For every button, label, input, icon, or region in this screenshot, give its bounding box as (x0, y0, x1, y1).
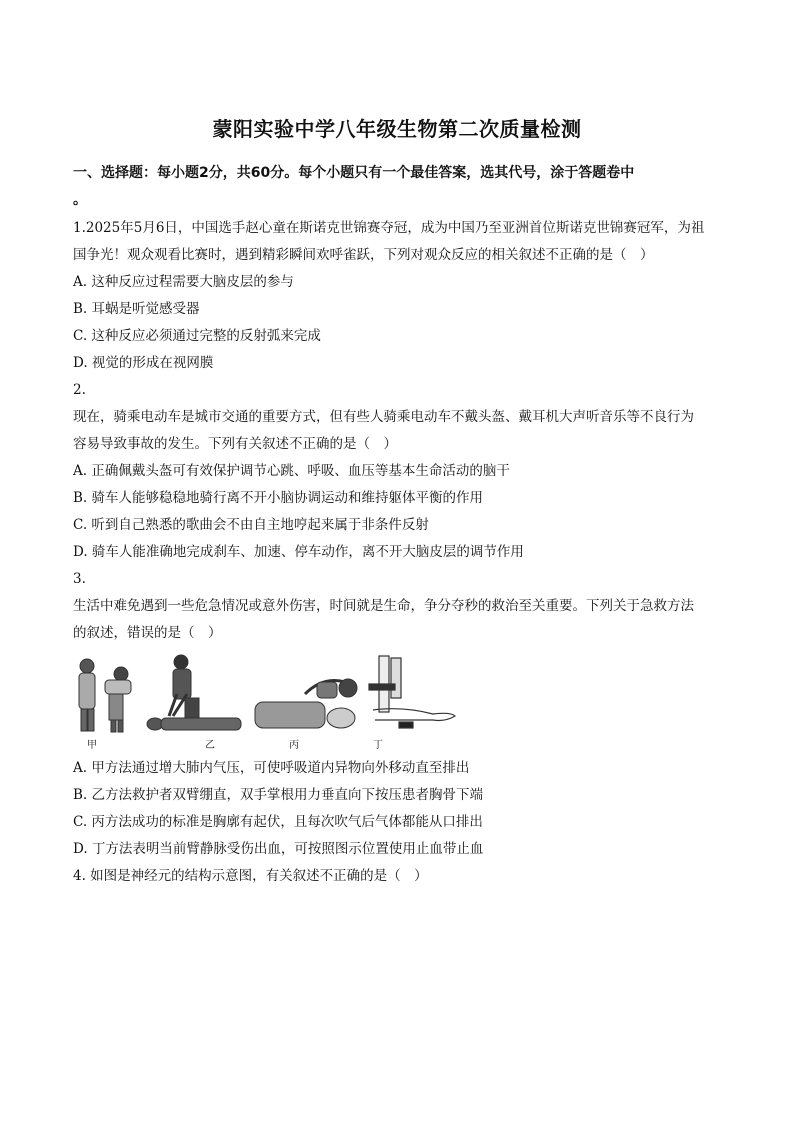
question-2-stem-line1: 现在，骑乘电动车是城市交通的重要方式，但有些人骑乘电动车不戴头盔、戴耳机大声听音乐等不良行为 (73, 409, 694, 425)
rescue-breath-illustration (255, 679, 357, 728)
question-1 (73, 215, 723, 377)
tourniquet-illustration (369, 656, 455, 728)
figure-label-bing: 丙 (289, 740, 299, 751)
question-3-stem-line1: 生活中难免遇到一些危急情况或意外伤害，时间就是生命，争分夺秒的救治至关重要。下列关于急救方法 (73, 598, 694, 614)
question-1-option-a[interactable]: A. 这种反应过程需要大脑皮层的参与 (73, 274, 294, 290)
question-3-number: 3. (73, 571, 86, 587)
question-3-option-b[interactable]: B. 乙方法救护者双臂绷直，双手掌根用力垂直向下按压患者胸骨下端 (73, 787, 484, 803)
question-3-option-d[interactable]: D. 丁方法表明当前臂静脉受伤出血，可按照图示位置使用止血带止血 (73, 841, 484, 857)
question-3 (73, 566, 723, 647)
question-1-stem-line2: 国争光！观众观看比赛时，遇到精彩瞬间欢呼雀跃，下列对观众反应的相关叙述不正确的是（ ） (73, 247, 654, 263)
question-4 (73, 863, 723, 890)
section-instruction: 一、选择题：每小题2分，共60分。每个小题只有一个最佳答案，选其代号，涂于答题卷中 (73, 165, 635, 181)
first-aid-figure (73, 654, 458, 752)
question-2-option-b[interactable]: B. 骑车人能够稳稳地骑行离不开小脑协调运动和维持躯体平衡的作用 (73, 490, 484, 506)
question-2-option-d[interactable]: D. 骑车人能准确地完成刹车、加速、停车动作，离不开大脑皮层的调节作用 (73, 544, 524, 560)
figure-label-jia: 甲 (87, 740, 97, 751)
question-2-option-c[interactable]: C. 听到自己熟悉的歌曲会不由自主地哼起来属于非条件反射 (73, 517, 429, 533)
cpr-compression-illustration (147, 655, 241, 730)
question-3-options (73, 755, 723, 863)
figure-label-yi: 乙 (205, 740, 215, 751)
question-2-stem-line2: 容易导致事故的发生。下列有关叙述不正确的是（ ） (73, 436, 397, 452)
question-1-option-d[interactable]: D. 视觉的形成在视网膜 (73, 355, 214, 371)
question-1-option-c[interactable]: C. 这种反应必须通过完整的反射弧来完成 (73, 328, 321, 344)
section-instruction-end: 。 (73, 192, 87, 208)
question-2-number: 2. (73, 382, 86, 398)
question-3-option-a[interactable]: A. 甲方法通过增大肺内气压，可使呼吸道内异物向外移动直至排出 (73, 760, 470, 776)
question-3-option-c[interactable]: C. 丙方法成功的标准是胸廓有起伏，且每次吹气后气体都能从口排出 (73, 814, 483, 830)
first-aid-illustration (73, 654, 458, 736)
heimlich-illustration (79, 659, 131, 732)
question-3-stem-line2: 的叙述，错误的是（ ） (73, 625, 222, 641)
question-2-option-a[interactable]: A. 正确佩戴头盔可有效保护调节心跳、呼吸、血压等基本生命活动的脑干 (73, 463, 510, 479)
section-heading (73, 158, 723, 212)
question-1-option-b[interactable]: B. 耳蜗是听觉感受器 (73, 301, 200, 317)
question-4-stem: 4. 如图是神经元的结构示意图，有关叙述不正确的是（ ） (73, 868, 428, 884)
figure-label-ding: 丁 (373, 740, 383, 751)
exam-title: 蒙阳实验中学八年级生物第二次质量检测 (212, 117, 582, 141)
question-2 (73, 377, 723, 566)
question-1-stem-line1: 1.2025年5月6日，中国选手赵心童在斯诺克世锦赛夺冠，成为中国乃至亚洲首位斯诺克世锦赛冠军，为祖 (73, 220, 705, 236)
